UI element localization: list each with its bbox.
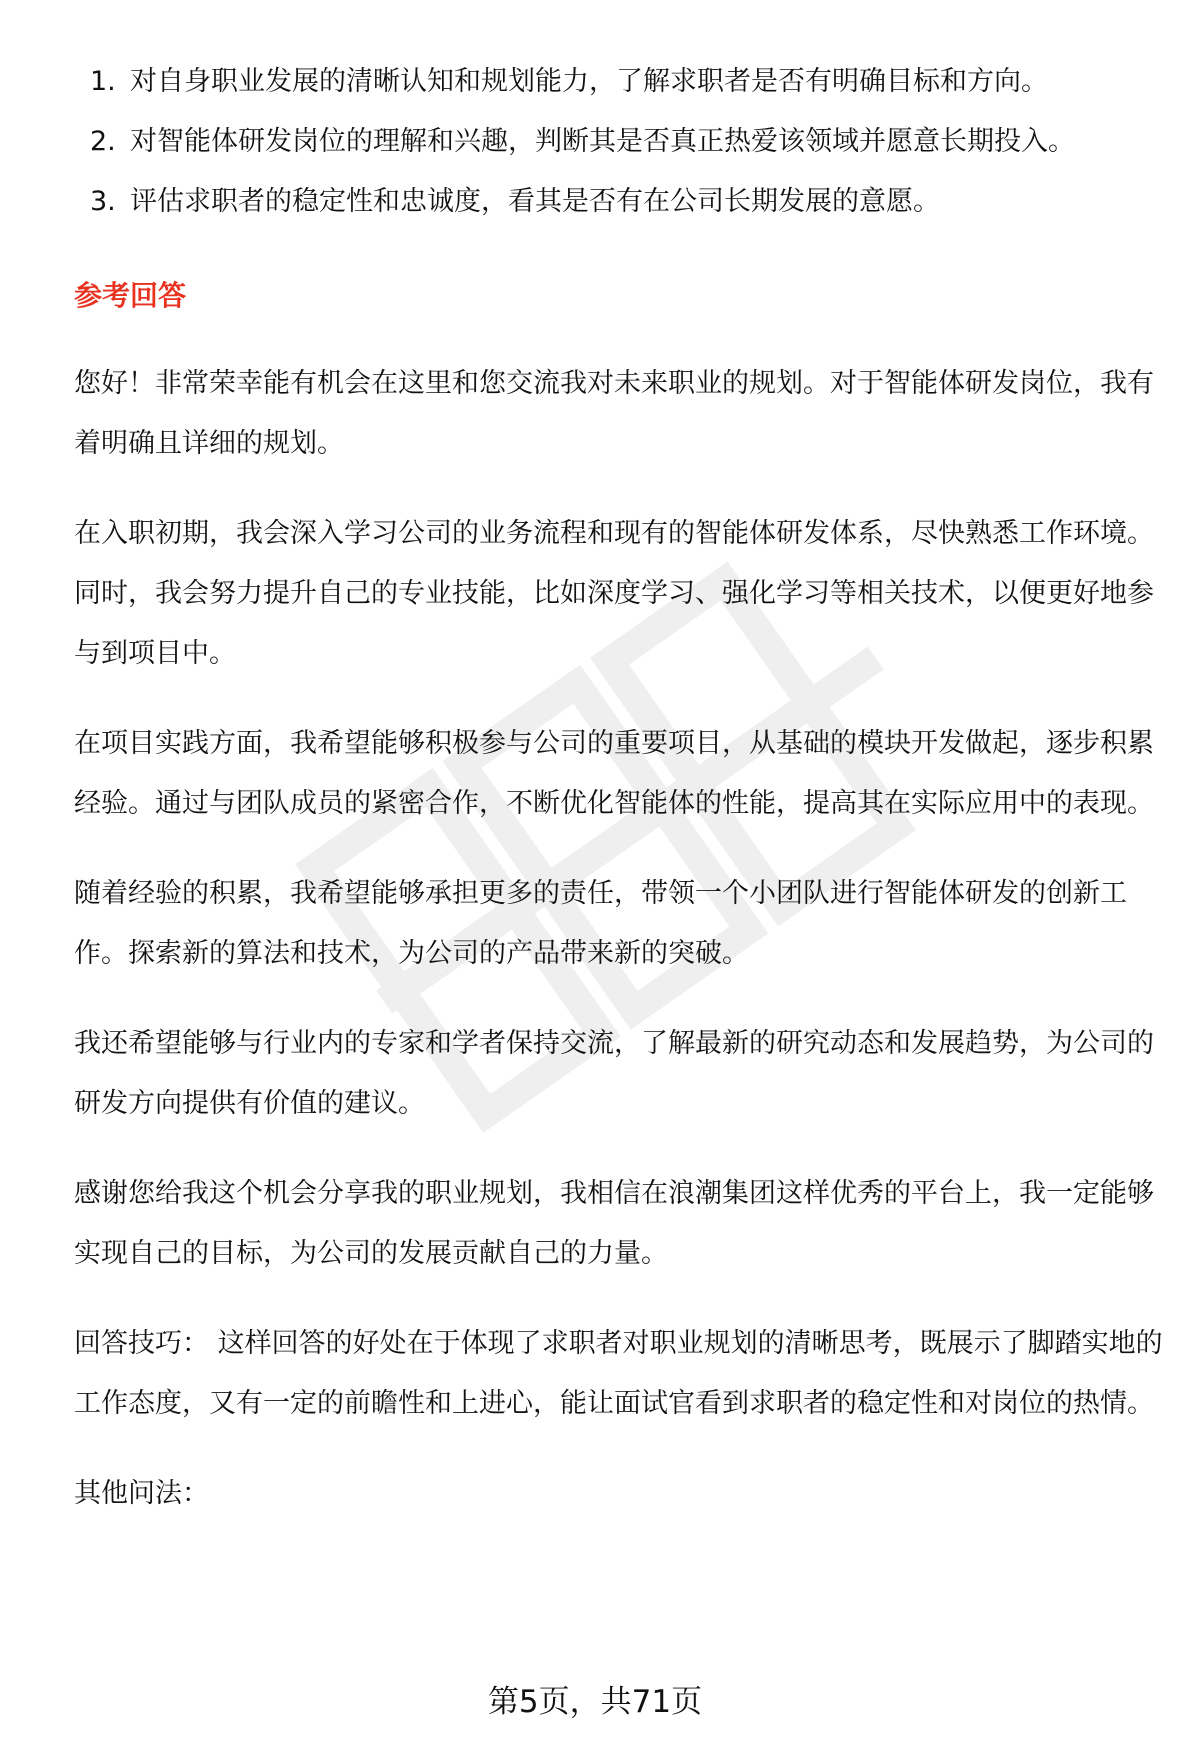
criteria-text: 对智能体研发岗位的理解和兴趣，判断其是否真正热爱该领域并愿意长期投入。 xyxy=(130,126,1075,157)
criteria-number: 2. xyxy=(90,126,116,157)
answer-paragraph: 感谢您给我这个机会分享我的职业规划，我相信在浪潮集团这样优秀的平台上，我一定能够实现自己的目标，为公司的发展贡献自己的力量。 xyxy=(74,1178,1154,1269)
criteria-item-2 xyxy=(74,112,1170,172)
answer-paragraph: 在项目实践方面，我希望能够积极参与公司的重要项目，从基础的模块开发做起，逐步积累经验。通过与团队成员的紧密合作，不断优化智能体的性能，提高其在实际应用中的表现。 xyxy=(74,728,1154,819)
criteria-item-1 xyxy=(74,52,1170,112)
answer-paragraph: 我还希望能够与行业内的专家和学者保持交流，了解最新的研究动态和发展趋势，为公司的研发方向提供有价值的建议。 xyxy=(74,1028,1154,1119)
answer-paragraph: 随着经验的积累，我希望能够承担更多的责任，带领一个小团队进行智能体研发的创新工作。探索新的算法和技术，为公司的产品带来新的突破。 xyxy=(74,878,1127,969)
other-questions-label: 其他问法： xyxy=(74,1478,209,1509)
answer-paragraph: 在入职初期，我会深入学习公司的业务流程和现有的智能体研发体系，尽快熟悉工作环境。同时，我会努力提升自己的专业技能，比如深度学习、强化学习等相关技术，以便更好地参与到项目中。 xyxy=(74,518,1154,669)
criteria-text: 对自身职业发展的清晰认知和规划能力，了解求职者是否有明确目标和方向。 xyxy=(130,66,1048,97)
criteria-item-3 xyxy=(74,172,1170,232)
criteria-number: 1. xyxy=(90,66,116,97)
answer-tips: 回答技巧： 这样回答的好处在于体现了求职者对职业规划的清晰思考，既展示了脚踏实地的工作态度，又有一定的前瞻性和上进心，能让面试官看到求职者的稳定性和对岗位的热情。 xyxy=(74,1328,1163,1419)
section-title: 参考回答 xyxy=(74,279,187,312)
criteria-list xyxy=(74,52,1170,232)
page-number-footer: 第5页，共71页 xyxy=(487,1684,703,1720)
content-area xyxy=(74,52,1170,1524)
answer-paragraph: 您好！非常荣幸能有机会在这里和您交流我对未来职业的规划。对于智能体研发岗位，我有着明确且详细的规划。 xyxy=(74,368,1154,459)
criteria-number: 3. xyxy=(90,186,116,217)
criteria-text: 评估求职者的稳定性和忠诚度，看其是否有在公司长期发展的意愿。 xyxy=(130,186,940,217)
